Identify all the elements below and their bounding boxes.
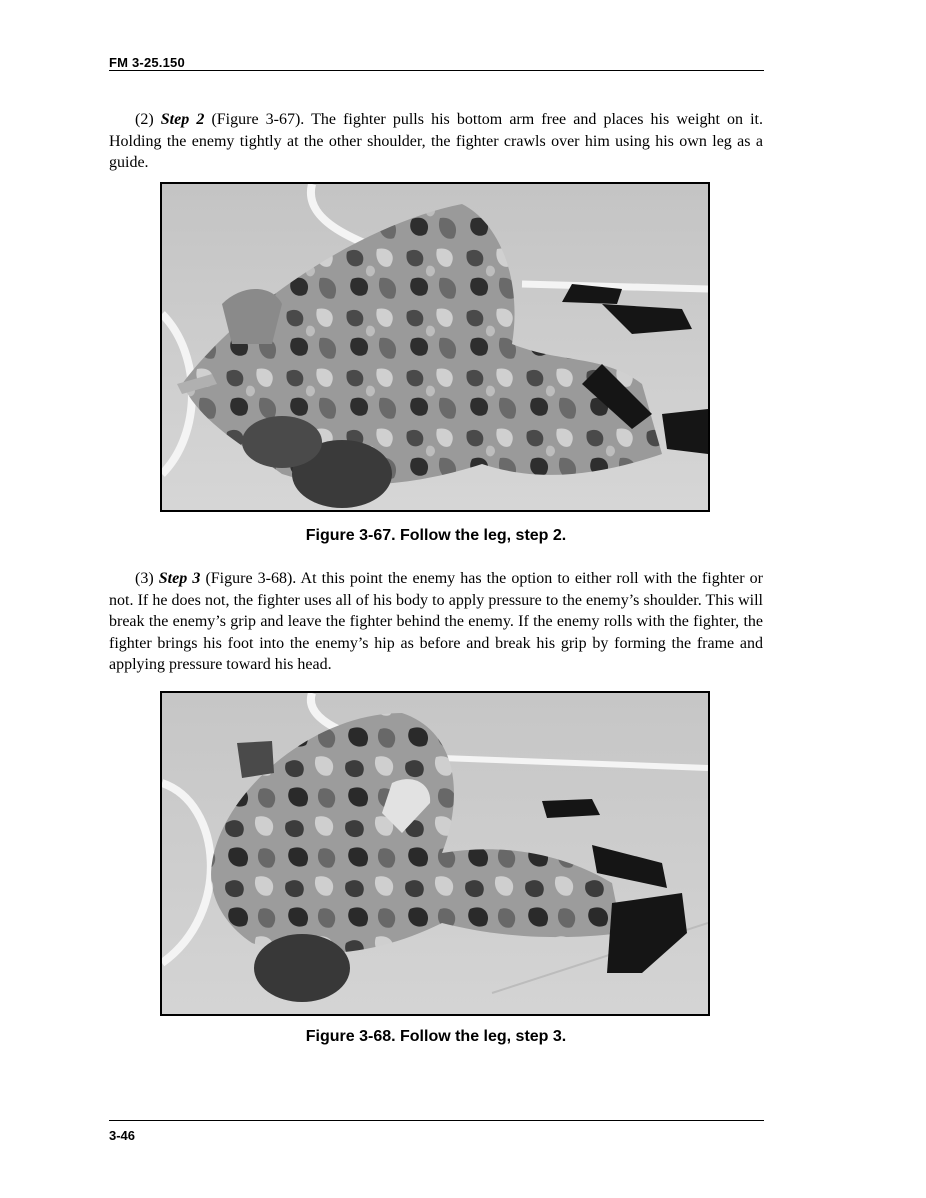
footer-rule — [109, 1120, 764, 1121]
page-number: 3-46 — [109, 1128, 136, 1143]
step-label: Step 3 — [158, 570, 201, 587]
figure-3-67-caption: Figure 3-67. Follow the leg, step 2. — [305, 527, 567, 544]
figure-3-68-caption: Figure 3-68. Follow the leg, step 3. — [305, 1028, 567, 1045]
paragraph-step-2 — [109, 109, 763, 174]
photo-illustration — [162, 693, 708, 1014]
header-rule — [109, 70, 764, 71]
paragraph-text: (Figure 3-68). At this point the enemy has the option to either roll with the fighter or not. If he does not, the fighter uses all of his body to apply pressure to the enemy’s shoulder. This will break the enemy’s grip and leave the fighter behind the enemy. If the enemy rolls with the fighter, the fighter brings his foot into the enemy’s hip as before and break his grip by forming the frame and applying pressure toward his head. — [109, 570, 764, 673]
step-label: Step 2 — [160, 111, 205, 128]
paragraph-number: (2) — [135, 111, 154, 128]
photo-illustration — [162, 184, 708, 510]
figure-3-67-photo — [160, 182, 710, 512]
paragraph-step-3 — [109, 568, 763, 676]
paragraph-text: (Figure 3-67). The fighter pulls his bottom arm free and places his weight on it. Holding the enemy tightly at the other shoulder, the fighter crawls over him using his own leg as a guide. — [109, 111, 763, 171]
paragraph-number: (3) — [135, 570, 154, 587]
manual-id: FM 3-25.150 — [109, 55, 185, 70]
page-header — [109, 54, 764, 72]
figure-3-68-photo — [160, 691, 710, 1016]
